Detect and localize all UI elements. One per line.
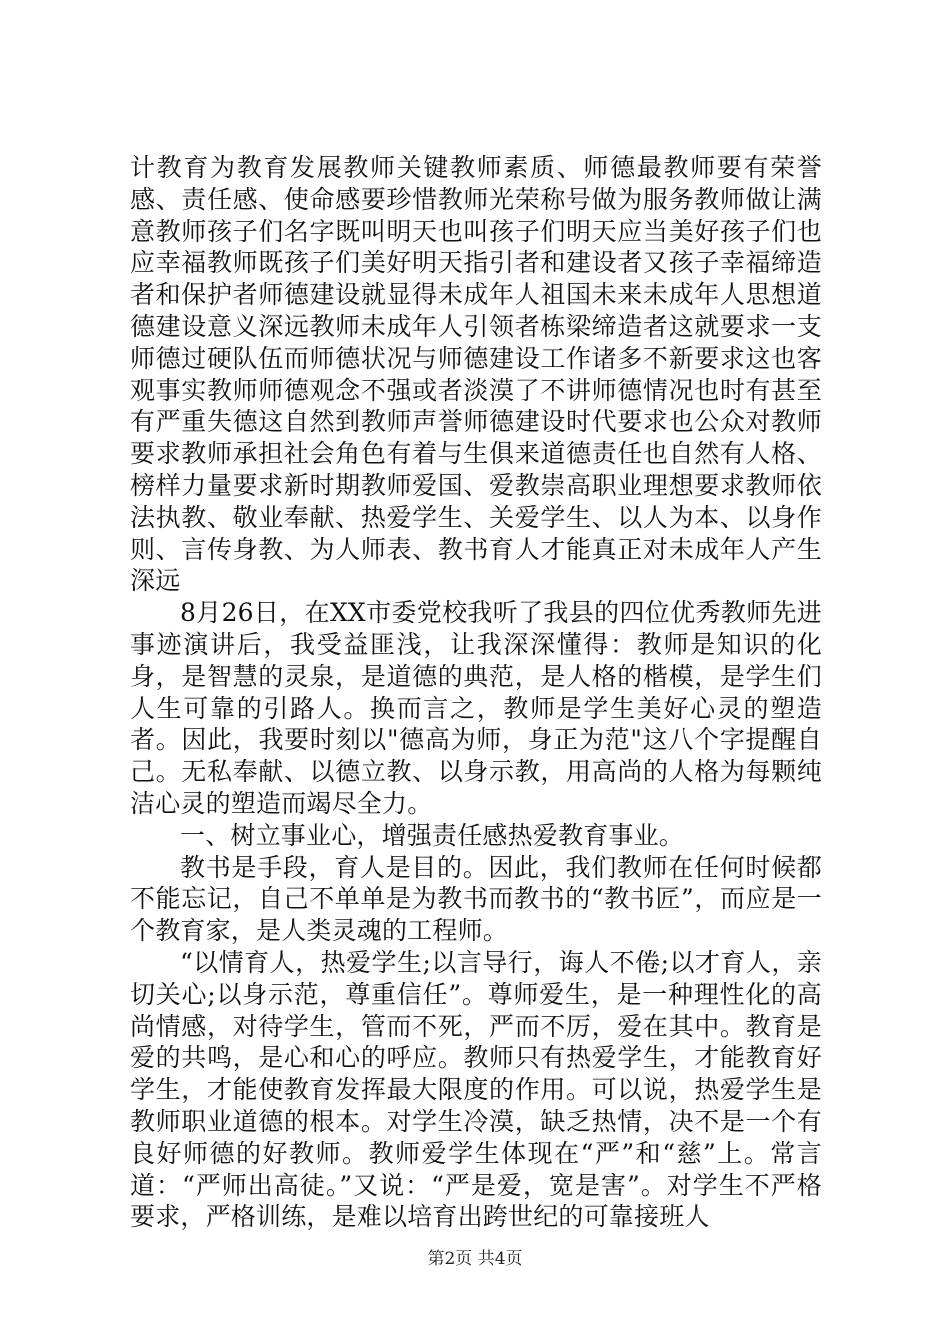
paragraph-1: 计教育为教育发展教师关键教师素质、师德最教师要有荣誉感、责任感、使命感要珍惜教师光荣称号做为服务教师做让满意教师孩子们名字既叫明天也叫孩子们明天应当美好孩子们也应幸福教师既孩子们美好明天指引者和建设者又孩子幸福缔造者和保护者师德建设就显得未成年人祖国未来未成年人思想道德建设意义深远教师未成年人引领者栋梁缔造者这就要求一支师德过硬队伍而师德状况与师德建设工作诸多不新要求这也客观事实教师师德观念不强或者淡漠了不讲师德情况也时有甚至有严重失德这自然到教师声誉师德建设时代要求也公众对教师要求教师承担社会角色有着与生俱来道德责任也自然有人格、榜样力量要求新时期教师爱国、爱教崇高职业理想要求教师依法执教、敬业奉献、热爱学生、关爱学生、以人为本、以身作则、言传身教、为人师表、教书育人才能真正对未成年人产生深远 [130,153,822,596]
paragraph-3: 教书是手段，育人是目的。因此，我们教师在任何时候都不能忘记，自己不单单是为教书而教书的“教书匠”，而应是一个教育家，是人类灵魂的工程师。 [130,852,822,946]
document-body [130,152,822,1233]
section-heading: 一、树立事业心，增强责任感热爱教育事业。 [180,820,685,850]
page-footer: 第2页 共4页 [427,1249,523,1269]
paragraph-2: 8月26日，在XX市委党校我听了我县的四位优秀教师先进事迹演讲后，我受益匪浅，让我深深懂得：教师是知识的化身，是智慧的灵泉，是道德的典范，是人格的楷模，是学生们人生可靠的引路人。换而言之，教师是学生美好心灵的塑造者。因此，我要时刻以"德高为师，身正为范"这八个字提醒自己。无私奉献、以德立教、以身示教，用高尚的人格为每颗纯洁心灵的塑造而竭尽全力。 [130,598,822,818]
paragraph-4: “以情育人，热爱学生;以言导行，诲人不倦;以才育人，亲切关心;以身示范，尊重信任”。尊师爱生，是一种理性化的高尚情感，对待学生，管而不死，严而不厉，爱在其中。教育是爱的共鸣，是心和心的呼应。教师只有热爱学生，才能教育好学生，才能使教育发挥最大限度的作用。可以说，热爱学生是教师职业道德的根本。对学生冷漠，缺乏热情，决不是一个有良好师德的好教师。教师爱学生体现在“严”和“慈”上。常言道：“严师出高徒。”又说：“严是爱，宽是害”。对学生不严格要求，严格训练，是难以培育出跨世纪的可靠接班人 [130,947,822,1232]
